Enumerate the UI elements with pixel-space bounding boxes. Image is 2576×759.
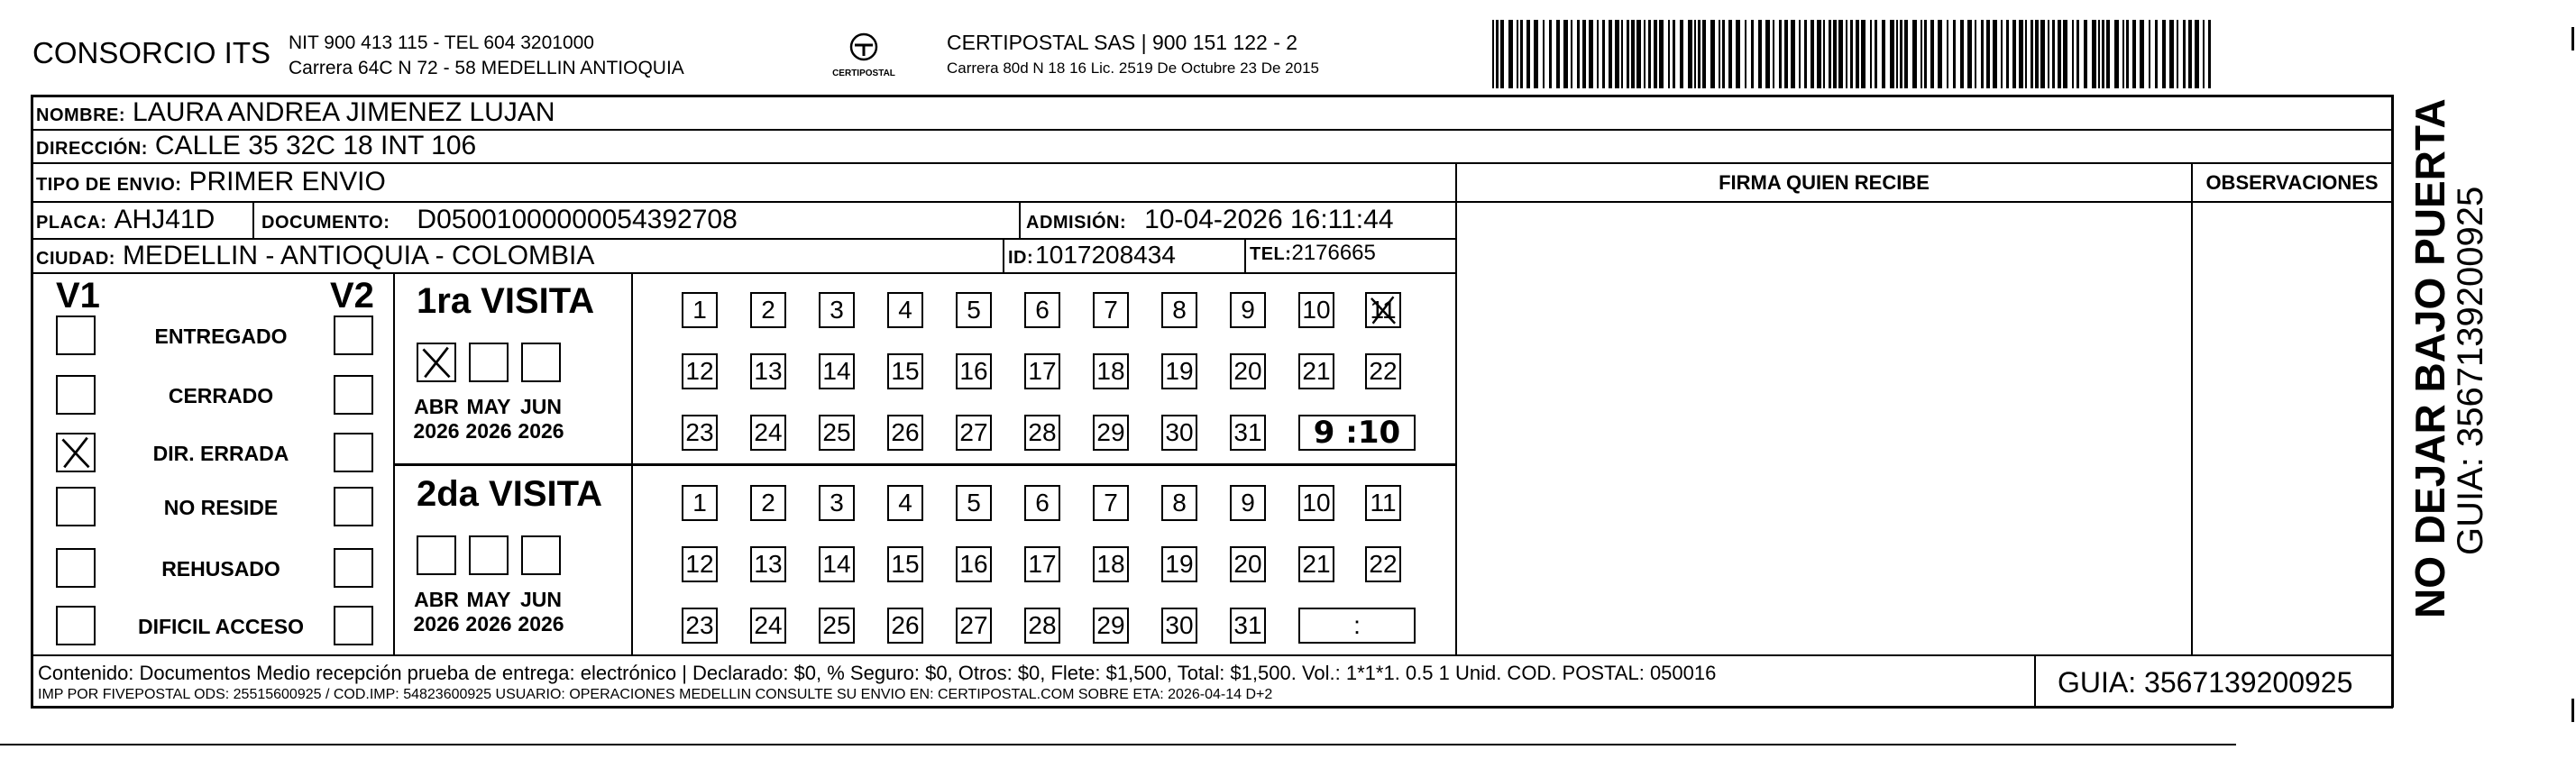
visit2-day-29[interactable] xyxy=(1093,608,1129,644)
visit2-month-label xyxy=(411,588,462,636)
visit1-day-23[interactable] xyxy=(682,415,718,451)
x-mark-icon xyxy=(1367,294,1399,326)
day-number: 22 xyxy=(1369,550,1398,578)
v1-checkbox-4[interactable] xyxy=(56,548,96,588)
row-sep-5 xyxy=(31,272,1455,274)
day-number: 16 xyxy=(959,550,988,578)
certipostal-logo xyxy=(828,29,900,83)
visit2-day-2[interactable] xyxy=(750,485,786,521)
day-number: 23 xyxy=(685,611,714,639)
day-number: 30 xyxy=(1165,418,1194,446)
visit2-day-3[interactable] xyxy=(819,485,855,521)
visit2-month-checkbox-abr[interactable] xyxy=(417,535,456,575)
day-number: 8 xyxy=(1172,296,1187,324)
day-number: 10 xyxy=(1302,296,1331,324)
visit2-day-11[interactable] xyxy=(1365,485,1401,521)
visit1-day-10[interactable] xyxy=(1298,292,1334,328)
admision-value: 10-04-2026 16:11:44 xyxy=(1144,205,1394,234)
visit-title-1: 1ra VISITA xyxy=(417,281,595,321)
visit1-day-13[interactable] xyxy=(750,353,786,389)
sender-nit-tel: NIT 900 413 115 - TEL 604 3201000 xyxy=(289,32,594,53)
month-label: JUN xyxy=(519,588,562,611)
month-label: ABR xyxy=(414,395,459,418)
visit2-day-9[interactable] xyxy=(1230,485,1266,521)
year-label: 2026 xyxy=(518,612,564,636)
visit1-day-2[interactable] xyxy=(750,292,786,328)
day-number: 20 xyxy=(1233,550,1262,578)
day-number: 7 xyxy=(1104,489,1118,517)
firma-left xyxy=(1455,162,1457,654)
visit2-month-checkbox-jun[interactable] xyxy=(521,535,561,575)
day-mark xyxy=(1367,294,1399,326)
logo-text: CERTIPOSTAL xyxy=(832,69,895,78)
placa-value: AHJ41D xyxy=(114,205,215,234)
visit1-day-19[interactable] xyxy=(1161,353,1197,389)
visit1-day-22[interactable] xyxy=(1365,353,1401,389)
day-number: 10 xyxy=(1302,489,1331,517)
direccion-row xyxy=(36,131,2398,161)
visit1-day-8[interactable] xyxy=(1161,292,1197,328)
day-number: 17 xyxy=(1028,357,1057,385)
visit1-day-17[interactable] xyxy=(1024,353,1060,389)
status-label: DIR. ERRADA xyxy=(152,442,289,465)
visit1-month-label xyxy=(463,395,514,444)
barcode xyxy=(1492,20,2216,88)
visit2-day-4[interactable] xyxy=(887,485,923,521)
placa-cell xyxy=(36,205,252,235)
visit1-month-label xyxy=(516,395,566,444)
frame-bottom xyxy=(31,706,2393,709)
visit2-day-1[interactable] xyxy=(682,485,718,521)
v1-checkbox-0[interactable] xyxy=(56,315,96,355)
day-number: 18 xyxy=(1096,550,1125,578)
day-number: 29 xyxy=(1096,611,1125,639)
day-number: 12 xyxy=(685,357,714,385)
admision-cell xyxy=(1026,205,1450,235)
visit1-day-28[interactable] xyxy=(1024,415,1060,451)
month-label: MAY xyxy=(466,588,511,611)
day-number: 5 xyxy=(967,489,981,517)
year-label: 2026 xyxy=(465,612,512,636)
day-number: 26 xyxy=(891,418,920,446)
year-label: 2026 xyxy=(413,612,460,636)
visit1-month-checkbox-may[interactable] xyxy=(469,343,509,382)
visit2-day-13[interactable] xyxy=(750,546,786,582)
day-number: 14 xyxy=(822,550,851,578)
visit1-day-31[interactable] xyxy=(1230,415,1266,451)
side-guia: GUIA: 3567139200925 xyxy=(2451,186,2490,555)
day-number: 6 xyxy=(1035,296,1050,324)
guia-sep xyxy=(2034,654,2036,706)
day-number: 13 xyxy=(754,357,783,385)
edge-mark-top xyxy=(2571,27,2574,50)
day-number: 2 xyxy=(761,489,775,517)
v2-checkbox-2[interactable] xyxy=(334,433,373,472)
day-number: 27 xyxy=(959,611,988,639)
documento-label: DOCUMENTO: xyxy=(261,213,390,233)
visit1-day-1[interactable] xyxy=(682,292,718,328)
visit2-time-box[interactable] xyxy=(1298,608,1416,644)
visit2-day-28[interactable] xyxy=(1024,608,1060,644)
day-number: 1 xyxy=(692,489,707,517)
v2-checkbox-0[interactable] xyxy=(334,315,373,355)
visit1-day-5[interactable] xyxy=(956,292,992,328)
id-label: ID: xyxy=(1008,248,1034,268)
visit2-day-17[interactable] xyxy=(1024,546,1060,582)
visit2-day-14[interactable] xyxy=(819,546,855,582)
v1-checkbox-5[interactable] xyxy=(56,606,96,645)
visit2-day-27[interactable] xyxy=(956,608,992,644)
visit1-day-3[interactable] xyxy=(819,292,855,328)
visit2-month-label xyxy=(463,588,514,636)
direccion-value: CALLE 35 32C 18 INT 106 xyxy=(154,131,477,160)
visit2-day-10[interactable] xyxy=(1298,485,1334,521)
tel-label: TEL: xyxy=(1250,244,1292,264)
x-mark-icon xyxy=(418,344,454,380)
row-sep-4 xyxy=(31,238,1455,240)
day-number: 9 xyxy=(1241,296,1255,324)
ciudad-value: MEDELLIN - ANTIOQUIA - COLOMBIA xyxy=(122,241,595,270)
placa-label: PLACA: xyxy=(36,213,107,233)
courier-line2: Carrera 80d N 18 16 Lic. 2519 De Octubre 23 De 2015 xyxy=(947,59,1319,77)
observaciones-header: OBSERVACIONES xyxy=(2205,171,2379,194)
admision-label: ADMISIÓN: xyxy=(1026,213,1127,233)
visit2-month-checkbox-may[interactable] xyxy=(469,535,509,575)
admision-sep xyxy=(1019,201,1021,238)
row-sep-3 xyxy=(31,201,1455,203)
visit1-month-label xyxy=(411,395,462,444)
visit2-day-12[interactable] xyxy=(682,546,718,582)
visit1-day-24[interactable] xyxy=(750,415,786,451)
visit1-time-box[interactable] xyxy=(1298,415,1416,451)
day-number: 24 xyxy=(754,611,783,639)
visit1-day-4[interactable] xyxy=(887,292,923,328)
day-number: 30 xyxy=(1165,611,1194,639)
ciudad-label: CIUDAD: xyxy=(36,249,115,269)
day-number: 26 xyxy=(891,611,920,639)
day-number: 19 xyxy=(1165,550,1194,578)
day-number: 11 xyxy=(1370,296,1397,324)
day-number: 11 xyxy=(1370,489,1397,517)
courier-line1: CERTIPOSTAL SAS | 900 151 122 - 2 xyxy=(947,31,1298,54)
sender-address: Carrera 64C N 72 - 58 MEDELLIN ANTIOQUIA xyxy=(289,58,684,78)
visit2-day-15[interactable] xyxy=(887,546,923,582)
day-number: 8 xyxy=(1172,489,1187,517)
visit1-day-7[interactable] xyxy=(1093,292,1129,328)
day-number: 6 xyxy=(1035,489,1050,517)
visit2-day-7[interactable] xyxy=(1093,485,1129,521)
day-number: 5 xyxy=(967,296,981,324)
certipostal-logo-icon xyxy=(828,29,900,83)
visit2-day-23[interactable] xyxy=(682,608,718,644)
cut-line xyxy=(0,744,2236,745)
visit2-day-6[interactable] xyxy=(1024,485,1060,521)
visit1-day-11[interactable] xyxy=(1365,292,1401,328)
id-cell xyxy=(1008,241,1242,270)
day-number: 27 xyxy=(959,418,988,446)
visit-title-2: 2da VISITA xyxy=(417,474,602,514)
footer-sep xyxy=(31,654,2393,656)
visit2-day-16[interactable] xyxy=(956,546,992,582)
visit2-day-25[interactable] xyxy=(819,608,855,644)
status-label: NO RESIDE xyxy=(163,496,279,519)
visit2-day-19[interactable] xyxy=(1161,546,1197,582)
visit2-day-20[interactable] xyxy=(1230,546,1266,582)
visit2-day-21[interactable] xyxy=(1298,546,1334,582)
nombre-row xyxy=(36,97,2398,128)
day-number: 13 xyxy=(754,550,783,578)
nombre-label: NOMBRE: xyxy=(36,105,126,125)
v1-header: V1 xyxy=(56,276,100,315)
v1-checkbox-2[interactable] xyxy=(56,433,96,472)
row-sep-2 xyxy=(31,162,2393,164)
day-number: 19 xyxy=(1165,357,1194,385)
visit1-day-18[interactable] xyxy=(1093,353,1129,389)
visit2-day-18[interactable] xyxy=(1093,546,1129,582)
visit1-day-27[interactable] xyxy=(956,415,992,451)
v2-checkbox-5[interactable] xyxy=(334,606,373,645)
month-label: ABR xyxy=(414,588,459,611)
visit1-month-checkbox-abr[interactable] xyxy=(417,343,456,382)
tipo-label: TIPO DE ENVIO: xyxy=(36,175,182,195)
day-number: 21 xyxy=(1302,550,1331,578)
day-number: 12 xyxy=(685,550,714,578)
visit1-day-25[interactable] xyxy=(819,415,855,451)
day-number: 31 xyxy=(1233,418,1262,446)
v2-checkbox-3[interactable] xyxy=(334,487,373,526)
year-label: 2026 xyxy=(518,419,564,443)
visit1-day-29[interactable] xyxy=(1093,415,1129,451)
visit1-day-16[interactable] xyxy=(956,353,992,389)
tel-sep xyxy=(1244,238,1246,272)
day-number: 23 xyxy=(685,418,714,446)
documento-value: D05001000000054392708 xyxy=(417,205,738,234)
tel-value: 2176665 xyxy=(1291,241,1376,265)
footer-imp: IMP POR FIVEPOSTAL ODS: 25515600925 / COD.IMP: 54823600925 USUARIO: OPERACIONES MEDELLIN CONSULTE SU ENVIO EN: CERTIPOSTAL.COM SOBRE ETA: 2026-04-14 D+2 xyxy=(38,687,1273,702)
visit1-day-15[interactable] xyxy=(887,353,923,389)
v1-checkbox-3[interactable] xyxy=(56,487,96,526)
day-number: 15 xyxy=(891,357,920,385)
v1-checkbox-1[interactable] xyxy=(56,375,96,415)
day-number: 9 xyxy=(1241,489,1255,517)
visit2-day-30[interactable] xyxy=(1161,608,1197,644)
day-number: 21 xyxy=(1302,357,1331,385)
day-number: 28 xyxy=(1028,611,1057,639)
status-label: REHUSADO xyxy=(161,557,280,581)
visit2-day-24[interactable] xyxy=(750,608,786,644)
status-label: ENTREGADO xyxy=(154,325,288,348)
visit2-time-value: : xyxy=(1353,611,1361,639)
ciudad-cell xyxy=(36,241,992,271)
visit1-day-20[interactable] xyxy=(1230,353,1266,389)
day-number: 29 xyxy=(1096,418,1125,446)
visit1-day-12[interactable] xyxy=(682,353,718,389)
visit2-day-5[interactable] xyxy=(956,485,992,521)
visit1-day-26[interactable] xyxy=(887,415,923,451)
firma-header: FIRMA QUIEN RECIBE xyxy=(1719,171,1930,194)
visit-months-sep xyxy=(631,272,633,654)
footer-content: Contenido: Documentos Medio recepción prueba de entrega: electrónico | Declarado: $0, % Seguro: $0, Otros: $0, Flete: $1,500, Total: $1,500. Vol.: 1*1*1. 0.5 1 Unid. COD. POSTAL: 050016 xyxy=(38,662,1717,684)
visit1-day-30[interactable] xyxy=(1161,415,1197,451)
day-number: 14 xyxy=(822,357,851,385)
visit1-day-14[interactable] xyxy=(819,353,855,389)
firma-header-sep xyxy=(1455,201,2391,203)
placa-sep xyxy=(252,201,254,238)
frame-right xyxy=(2391,95,2394,708)
visits-sep xyxy=(393,463,1455,466)
day-number: 25 xyxy=(822,611,851,639)
obs-left xyxy=(2191,162,2193,654)
day-number: 16 xyxy=(959,357,988,385)
day-number: 22 xyxy=(1369,357,1398,385)
day-number: 17 xyxy=(1028,550,1057,578)
month-label: JUN xyxy=(519,395,562,418)
visit1-month-checkbox-jun[interactable] xyxy=(521,343,561,382)
day-number: 28 xyxy=(1028,418,1057,446)
day-number: 4 xyxy=(898,296,912,324)
year-label: 2026 xyxy=(465,419,512,443)
no-dejar-warning: NO DEJAR BAJO PUERTA xyxy=(2406,98,2453,618)
tipo-value: PRIMER ENVIO xyxy=(188,167,386,197)
frame-left xyxy=(31,95,33,708)
barcode-graphic xyxy=(1492,20,2216,88)
visit1-day-6[interactable] xyxy=(1024,292,1060,328)
year-label: 2026 xyxy=(413,419,460,443)
visit2-day-31[interactable] xyxy=(1230,608,1266,644)
edge-mark-bottom xyxy=(2571,699,2574,722)
v2-header: V2 xyxy=(330,276,374,315)
x-mark-icon xyxy=(58,434,94,471)
visit1-day-9[interactable] xyxy=(1230,292,1266,328)
status-label: DIFICIL ACCESO xyxy=(137,615,304,638)
visit2-day-22[interactable] xyxy=(1365,546,1401,582)
visit1-time-value: 9 :10 xyxy=(1313,415,1401,451)
visit1-day-21[interactable] xyxy=(1298,353,1334,389)
sender-name: CONSORCIO ITS xyxy=(32,36,271,69)
day-number: 7 xyxy=(1104,296,1118,324)
status-label: CERRADO xyxy=(168,384,274,407)
visit2-month-label xyxy=(516,588,566,636)
day-number: 3 xyxy=(830,489,844,517)
direccion-label: DIRECCIÓN: xyxy=(36,139,148,159)
documento-cell xyxy=(261,205,1010,235)
month-label: MAY xyxy=(466,395,511,418)
footer-guia: GUIA: 3567139200925 xyxy=(2058,666,2353,699)
day-number: 20 xyxy=(1233,357,1262,385)
tel-cell xyxy=(1250,241,1453,266)
v2-checkbox-1[interactable] xyxy=(334,375,373,415)
day-number: 15 xyxy=(891,550,920,578)
id-sep xyxy=(1003,238,1004,272)
day-number: 4 xyxy=(898,489,912,517)
day-number: 2 xyxy=(761,296,775,324)
nombre-value: LAURA ANDREA JIMENEZ LUJAN xyxy=(133,97,555,127)
visit2-day-26[interactable] xyxy=(887,608,923,644)
day-number: 1 xyxy=(692,296,707,324)
v2-checkbox-4[interactable] xyxy=(334,548,373,588)
day-number: 25 xyxy=(822,418,851,446)
tipo-row xyxy=(36,167,1443,197)
id-value: 1017208434 xyxy=(1035,241,1176,269)
day-number: 3 xyxy=(830,296,844,324)
day-number: 18 xyxy=(1096,357,1125,385)
visit2-day-8[interactable] xyxy=(1161,485,1197,521)
day-number: 31 xyxy=(1233,611,1262,639)
day-number: 24 xyxy=(754,418,783,446)
